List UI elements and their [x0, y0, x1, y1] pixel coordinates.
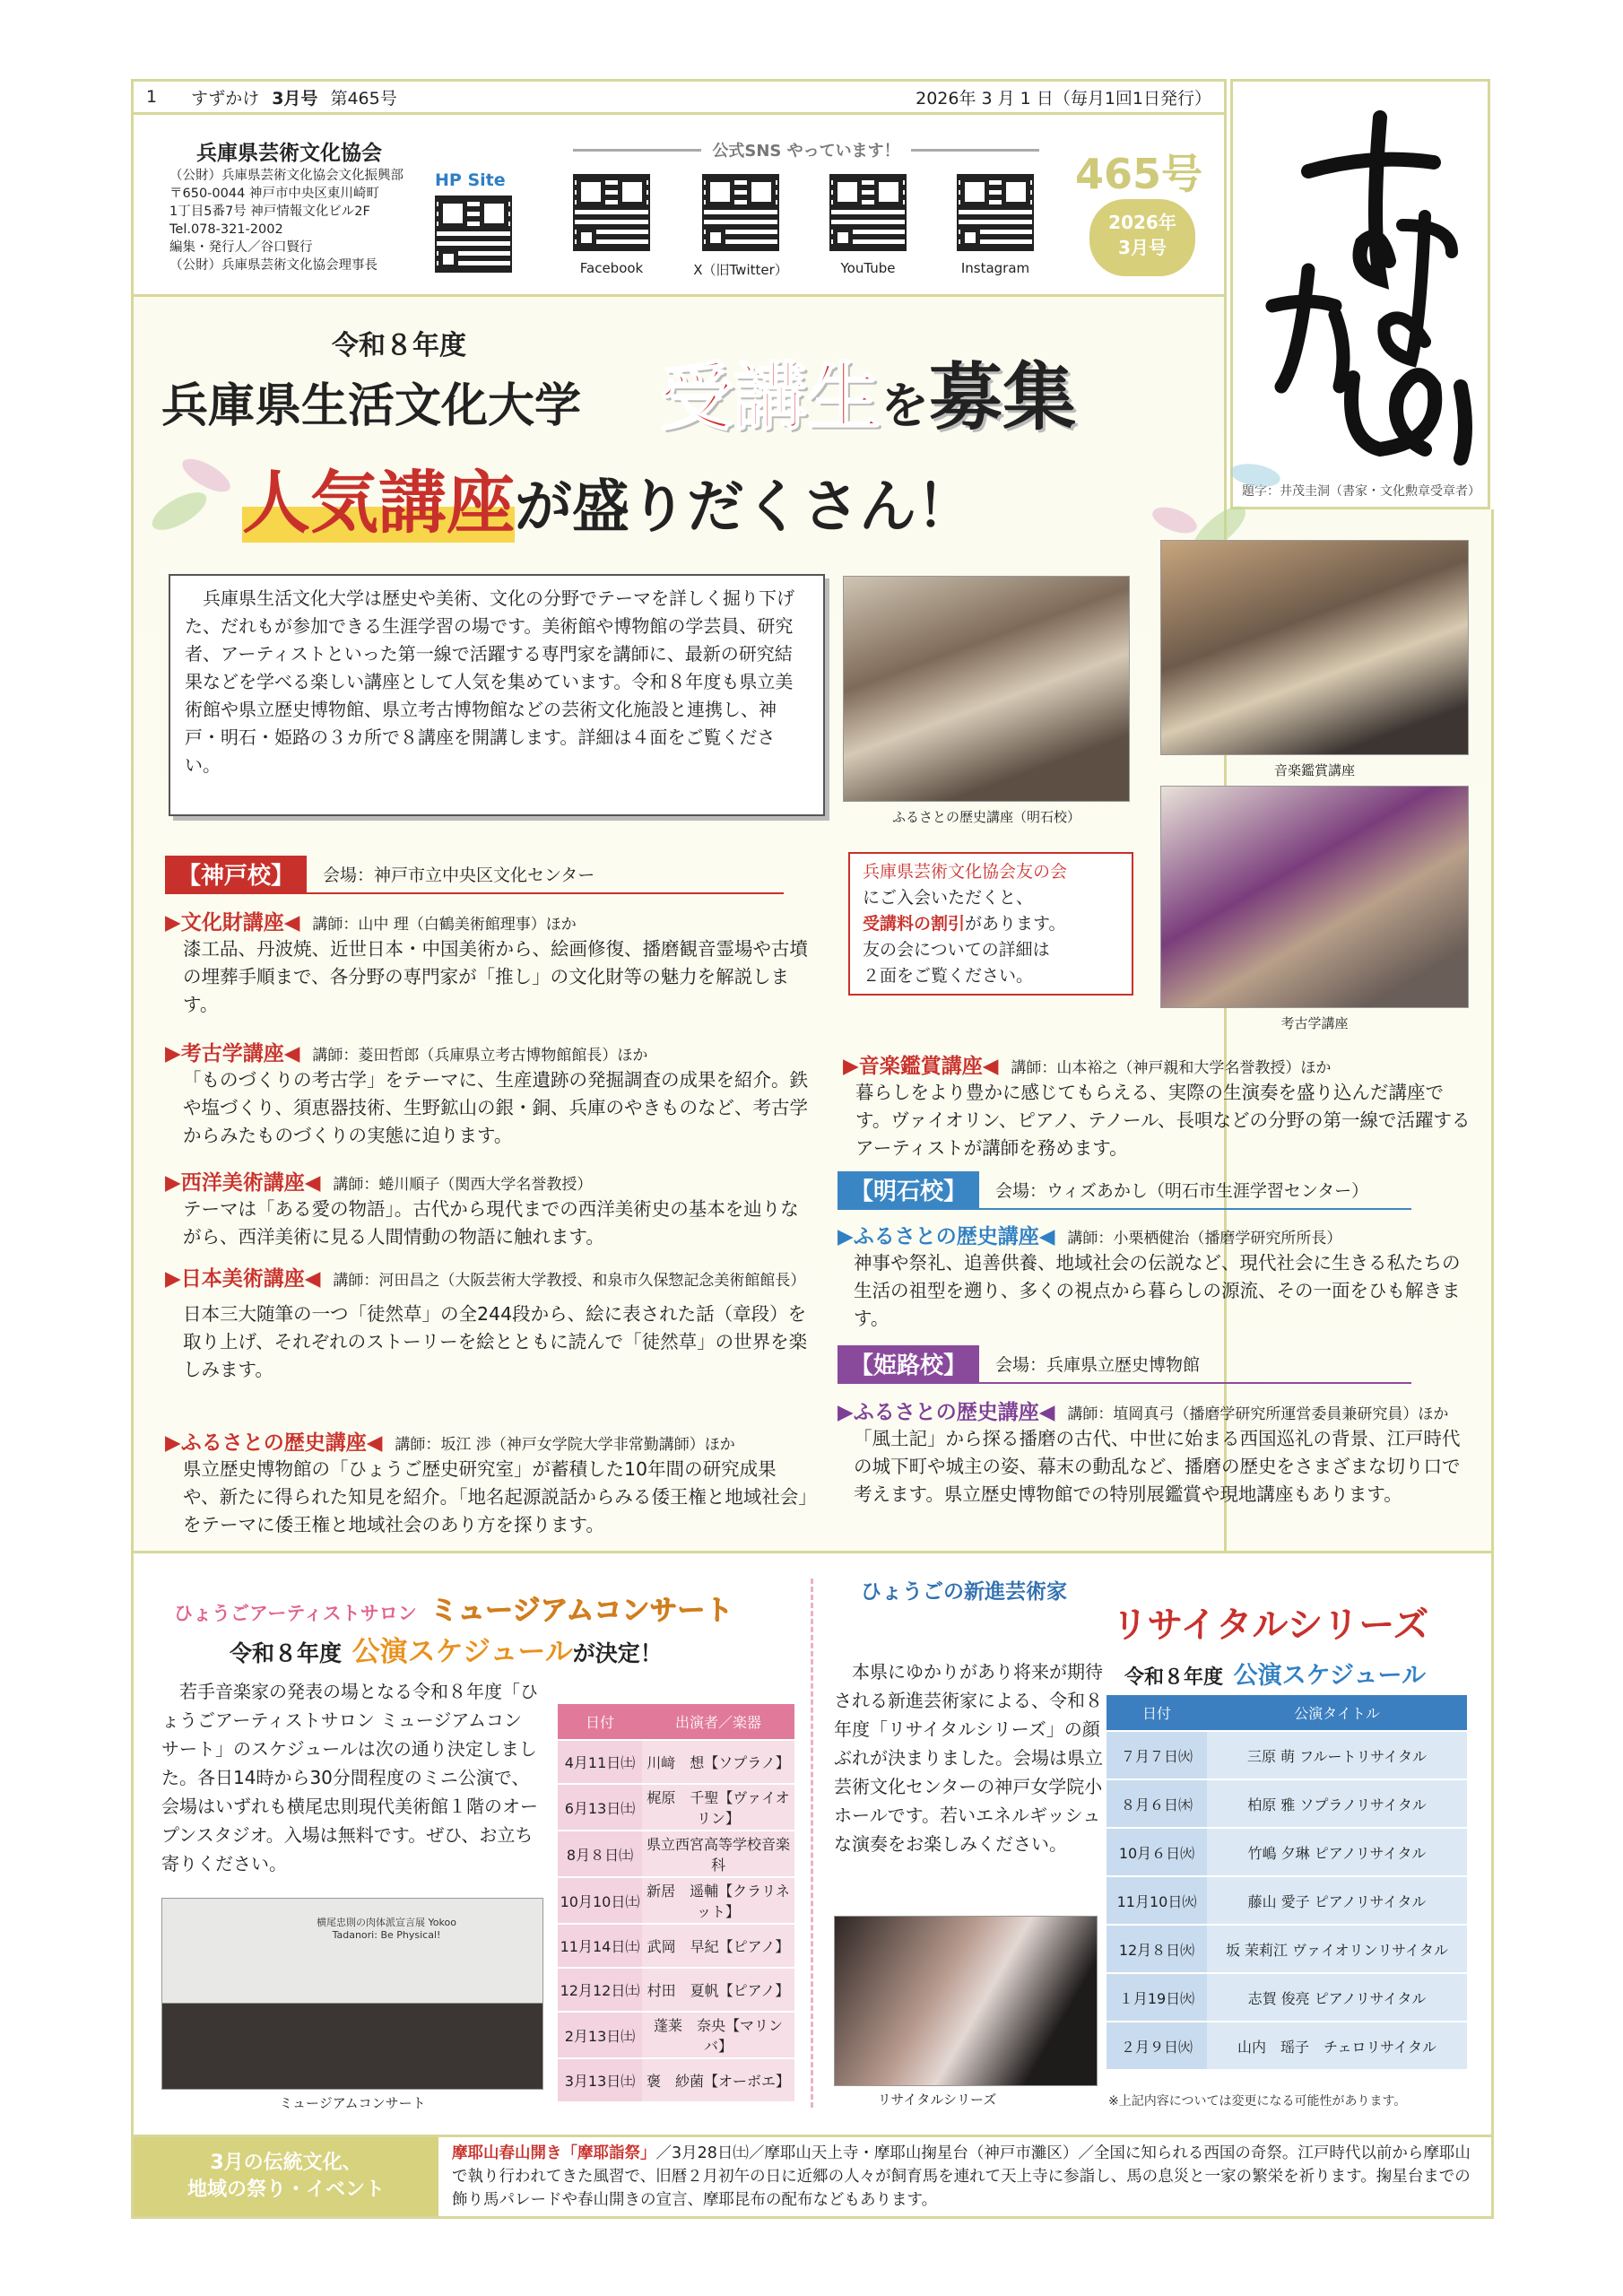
- table-row: 10月６日㈫ 竹嶋 夕琳 ピアノリサイタル: [1107, 1828, 1467, 1876]
- ongaku-course: ▶音楽鑑賞講座◀ 講師：山本裕之（神戸親和大学名誉教授）ほか 暮らしをより豊かに感じてもらえる、実際の生演奏を盛り込んだ講座です。ヴァイオリン、ピアノ、テノール、長唄などの分野の第一線で活躍するアーティストが講師を務めます。: [843, 1055, 1471, 1159]
- himeji-tag: 【姫路校】: [838, 1345, 979, 1382]
- header-bar: [131, 79, 1227, 115]
- footer-label: 3月の伝統文化、 地域の祭り・イベント: [134, 2137, 438, 2216]
- table-row: 10月10日㈯ 新居 遥輔【クラリネット】: [558, 1877, 794, 1924]
- masthead-credit: 題字：井茂圭洞（書家・文化勲章受章者）: [1242, 484, 1480, 499]
- intro-box: [169, 574, 825, 816]
- page-number: 1: [146, 87, 158, 107]
- museum-head-performer: 出演者／楽器: [642, 1704, 794, 1740]
- publisher-block: [131, 115, 1227, 294]
- kobe-course-1: ▶文化財講座◀ 講師：山中 理（白鶴美術館理事）ほか 漆工品、丹波焼、近世日本・中国美術から、絵画修復、播磨観音霊場や古墳の埋葬手順まで、各分野の専門家が「推し」の文化財等の魅力を解説します。: [165, 911, 808, 1015]
- facebook-qr-code[interactable]: [573, 174, 650, 251]
- table-row: 12月12日㈯ 村田 夏帆【ピアノ】: [558, 1968, 794, 2012]
- date-line: 2026年 3 月 1 日（毎月1回1日発行）: [916, 88, 1211, 109]
- youtube-label: YouTube: [840, 260, 896, 276]
- museum-subtitle: 令和８年度 公演スケジュールが決定！: [230, 1636, 663, 1668]
- museum-photo: [161, 1898, 543, 2090]
- akashi-venue: 会場：ウィズあかし（明石市生涯学習センター）: [995, 1181, 1369, 1201]
- intro-text: 兵庫県生活文化大学は歴史や美術、文化の分野でテーマを詳しく掘り下げた、だれもが参加できる生涯学習の場です。美術館や博物館の学芸員、研究者、アーティストといった第一線で活躍する専門家を講師に、最新の研究結果などを学べる楽しい講座として人気を集めています。令和８年度も県立美術館や県立歴史博物館、県立考古博物館などの芸術文化施設と連携し、神戸・明石・姫路の３カ所で８講座を開講します。詳細は４面をご覧ください。: [185, 587, 794, 776]
- instagram-qr-code[interactable]: [957, 174, 1034, 251]
- recital-kicker: ひょうごの新進芸術家: [861, 1580, 1067, 1604]
- recital-title: リサイタルシリーズ: [1112, 1604, 1429, 1646]
- hp-label: HP Site: [435, 170, 506, 190]
- museum-head-date: 日付: [558, 1704, 642, 1740]
- sns-heading: 公式SNS やっています！: [573, 138, 1039, 161]
- table-row: ７月７日㈫ 三原 萌 フルートリサイタル: [1107, 1731, 1467, 1779]
- furusato-caption: ふるさとの歴史講座（明石校）: [891, 809, 1081, 825]
- recital-head-title: 公演タイトル: [1207, 1695, 1467, 1731]
- hero-popular: 人気講座が盛りだくさん！: [242, 463, 974, 543]
- kobe-course-4: ▶日本美術講座◀ 講師：河田昌之（大阪芸術大学教授、和泉市久保惣記念美術館館長） 日本三大随筆の一つ「徒然草」の全244段から、絵に表された話（章段）を取り上げ、それぞれのストーリーを絵とともに読んで「徒然草」の世界を楽しみます。: [165, 1267, 808, 1380]
- instagram-label: Instagram: [960, 260, 1030, 276]
- recital-head-date: 日付: [1107, 1695, 1207, 1731]
- recital-note: ※上記内容については変更になる可能性があります。: [1108, 2094, 1407, 2109]
- table-row: 4月11日㈯ 川﨑 想【ソプラノ】: [558, 1740, 794, 1784]
- museum-kicker: ひょうごアーティストサロン ミュージアムコンサート: [174, 1595, 733, 1627]
- table-row: 11月10日㈫ 藤山 愛子 ピアノリサイタル: [1107, 1876, 1467, 1925]
- himeji-venue: 会場：兵庫県立歴史博物館: [995, 1355, 1201, 1375]
- table-row: 2月13日㈯ 蓬莱 奈央【マリンバ】: [558, 2012, 794, 2058]
- kouko-caption: 考古学講座: [1280, 1015, 1349, 1031]
- hp-qr-code[interactable]: [435, 196, 512, 273]
- issue-badge-number: 465号: [1075, 150, 1203, 198]
- footer-event: [452, 2142, 1483, 2212]
- month-issue: 3月号: [272, 88, 318, 109]
- table-row: 8月８日㈯ 県立西宮高等学校音楽科: [558, 1831, 794, 1877]
- recital-body: 本県にゆかりがあり将来が期待される新進芸術家による、令和８年度「リサイタルシリーズ」の顔ぶれが決まりました。会場は県立芸術文化センターの神戸女学院小ホールです。若いエネルギッシュな演奏をお楽しみください。: [834, 1661, 1103, 1855]
- hero-year: 令和８年度: [332, 330, 466, 361]
- furusato-photo: [843, 576, 1130, 802]
- ongaku-caption: 音楽鑑賞講座: [1273, 762, 1355, 778]
- himeji-header: [838, 1345, 1411, 1384]
- kobe-header: [165, 856, 784, 894]
- recital-schedule-table: [1107, 1695, 1467, 2071]
- ongaku-photo: [1160, 540, 1469, 755]
- issue-badge: 2026年 3月号: [1089, 199, 1195, 276]
- table-row: 6月13日㈯ 梶原 千聖【ヴァイオリン】: [558, 1784, 794, 1831]
- recital-subtitle: 令和８年度 公演スケジュール: [1124, 1662, 1426, 1690]
- akashi-tag: 【明石校】: [838, 1171, 979, 1208]
- table-row: １月19日㈫ 志賀 俊亮 ピアノリサイタル: [1107, 1973, 1467, 2022]
- issue-number: 第465号: [330, 88, 397, 109]
- org-name: 兵庫県芸術文化協会: [196, 142, 382, 165]
- kouko-photo: [1160, 786, 1469, 1008]
- x-qr-code[interactable]: [702, 174, 779, 251]
- facebook-label: Facebook: [579, 260, 644, 276]
- footer-event-body: ／3月28日㈯／摩耶山天上寺・摩耶山掬星台（神戸市灘区）／全国に知られる西国の奇祭。江戸時代以前から摩耶山で執り行われてきた風習で、旧暦２月初午の日に近郷の人々が飼育馬を連れて天上寺に参詣し、馬の息災と一家の繁栄を祈ります。掬星台までの飾り馬パレードや春山開きの宣言、摩耶昆布の配布などもあります。: [452, 2144, 1471, 2209]
- tomo-box: 兵庫県芸術文化協会友の会 にご入会いただくと、 受講料の割引があります。 友の会についての詳細は ２面をご覧ください。: [848, 852, 1133, 996]
- recital-photo-caption: リサイタルシリーズ: [877, 2092, 997, 2108]
- paper-name: すずかけ: [191, 88, 260, 109]
- youtube-qr-code[interactable]: [829, 174, 907, 251]
- museum-schedule-table: [558, 1704, 794, 2103]
- table-row: 12月８日㈫ 坂 茉莉江 ヴァイオリンリサイタル: [1107, 1925, 1467, 1973]
- kobe-venue: 会場：神戸市立中央区文化センター: [323, 865, 595, 885]
- kobe-course-3: ▶西洋美術講座◀ 講師：蜷川順子（関西大学名誉教授） テーマは「ある愛の物語」。古代から現代までの西洋美術史の基本を辿りながら、西洋美術に見る人間情動の物語に触れます。: [165, 1171, 799, 1248]
- table-row: ２月９日㈫ 山内 瑶子 チェロリサイタル: [1107, 2022, 1467, 2070]
- hero-recruit: 受講生を募集: [660, 354, 1077, 440]
- table-row: 3月13日㈯ 褒 紗菌【オーボエ】: [558, 2058, 794, 2102]
- kobe-course-2: ▶考古学講座◀ 講師：菱田哲郎（兵庫県立考古博物館館長）ほか 「ものづくりの考古学」をテーマに、生産遺跡の発掘調査の成果を紹介。鉄や塩づくり、須恵器技術、生野鉱山の銀・銅、兵庫のやきものなど、考古学からみたものづくりの実態に迫ります。: [165, 1042, 808, 1146]
- table-row: ８月６日㈭ 柏原 雅 ソプラノリサイタル: [1107, 1779, 1467, 1828]
- kobe-tag: 【神戸校】: [165, 856, 307, 892]
- akashi-header: [838, 1171, 1411, 1210]
- museum-body: 若手音楽家の発表の場となる令和８年度「ひょうごアーティストサロン ミュージアムコンサート」のスケジュールは次の通り決定しました。各日14時から30分間程度のミニ公演で、会場はいずれも横尾忠則現代美術館１階のオープンスタジオ。入場は無料です。ぜひ、お立ち寄りください。: [161, 1681, 538, 1874]
- footer-event-title: 摩耶山春山開き「摩耶詣祭」: [452, 2144, 656, 2162]
- himeji-course: ▶ふるさとの歴史講座◀ 講師：埴岡真弓（播磨学研究所運営委員兼研究員）ほか 「風土記」から探る播磨の古代、中世に始まる西国巡礼の背景、江戸時代の城下町や城主の姿、幕末の動乱など、播磨の歴史をさまざまな切り口で考えます。県立歴史博物館での特別展鑑賞や現地講座もあります。: [838, 1401, 1461, 1505]
- publisher-lines: （公財）兵庫県芸術文化協会文化振興部 〒650-0044 神戸市中央区東川崎町 1丁目5番7号 神戸情報文化ビル2F Tel.078-321-2002 編集・発行人／谷口賢行 （公財）兵庫県芸術文化協会理事長: [169, 169, 404, 273]
- x-label: X（旧Twitter）: [693, 262, 788, 278]
- recital-photo: [834, 1916, 1098, 2086]
- akashi-course: ▶ふるさとの歴史講座◀ 講師：小栗栖健治（播磨学研究所所長） 神事や祭礼、追善供養、地域社会の伝説など、現代社会に生きる私たちの生活の祖型を遡り、多くの視点から暮らしの源流、その一面をひも解きます。: [838, 1225, 1461, 1329]
- museum-photo-sign: 横尾忠則の肉体派宣言展 Yokoo Tadanori: Be Physical!: [317, 1917, 456, 1941]
- section-divider: [811, 1578, 813, 2108]
- table-row: 11月14日㈯ 武岡 早紀【ピアノ】: [558, 1924, 794, 1968]
- kobe-course-5: ▶ふるさとの歴史講座◀ 講師：坂江 渉（神戸女学院大学非常勤講師）ほか 県立歴史博物館の「ひょうご歴史研究室」が蓄積した10年間の研究成果や、新たに得られた知見を紹介。「地名起源説話からみる倭王権と地域社会」をテーマに倭王権と地域社会のあり方を探ります。: [165, 1431, 808, 1535]
- hero-college: 兵庫県生活文化大学: [161, 378, 582, 433]
- museum-photo-caption: ミュージアムコンサート: [279, 2095, 426, 2111]
